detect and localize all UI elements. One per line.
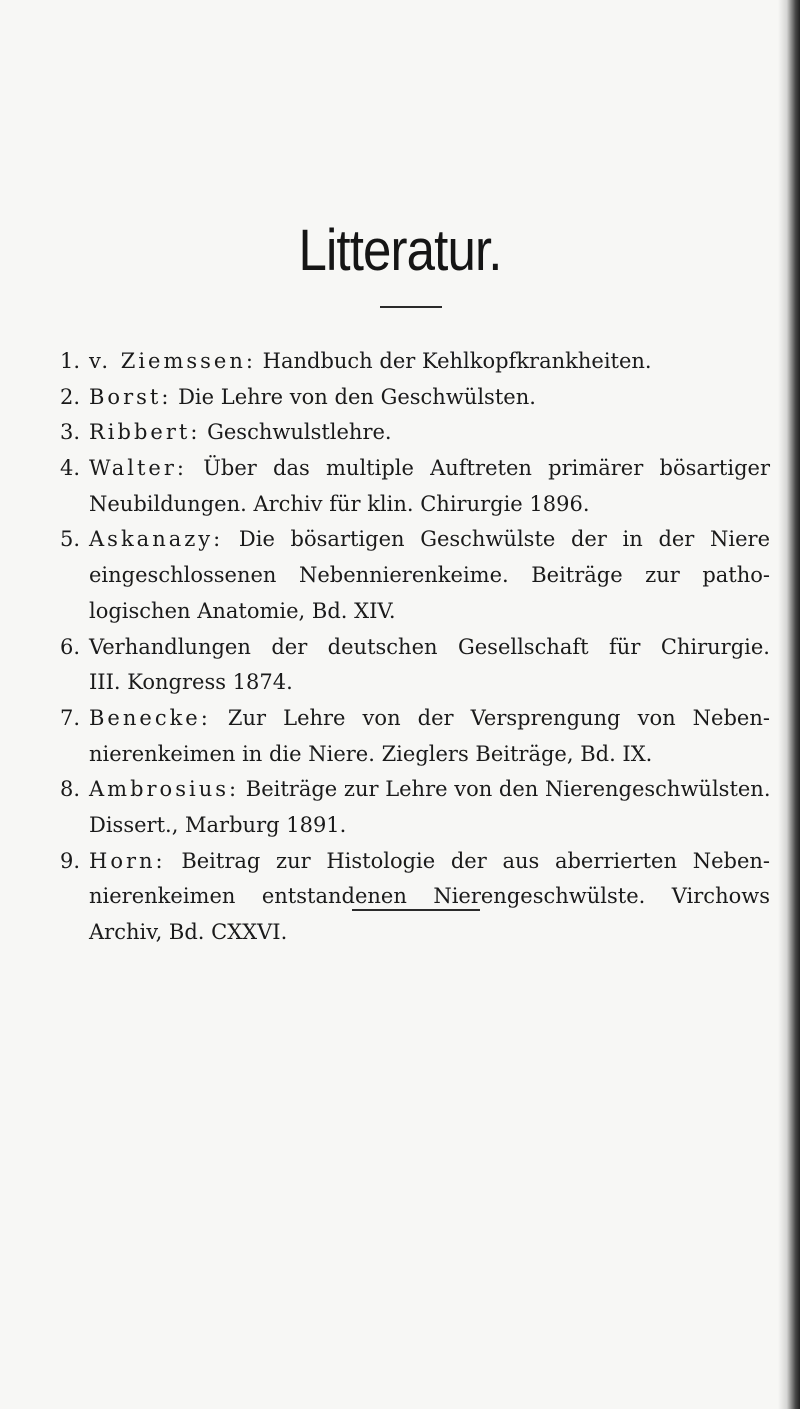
reference-number: 7. [60, 705, 81, 730]
reference-text-line: Über das multiple Auftreten primärer bösartiger [203, 456, 770, 481]
reference-author: Ambrosius: [89, 777, 240, 802]
reference-text-line: Archiv, Bd. CXXVI. [89, 920, 288, 944]
reference-text-line: Beitrag zur Histologie der aus aberrierten Neben- [181, 848, 770, 873]
reference-item [0, 522, 800, 629]
reference-text-line: eingeschlossenen Nebennierenkeime. Beiträge zur patho- [89, 563, 770, 588]
reference-item [0, 451, 800, 522]
reference-item [0, 415, 800, 451]
reference-text-line: Verhandlungen der deutschen Gesellschaft für Chirurgie. [89, 634, 770, 659]
reference-number: 9. [60, 848, 81, 873]
reference-author: Askanazy: [89, 527, 224, 552]
reference-text-line: Handbuch der Kehlkopfkrankheiten. [262, 349, 652, 373]
reference-number: 5. [60, 527, 81, 552]
reference-number: 2. [60, 384, 81, 409]
reference-text-line: Neubildungen. Archiv für klin. Chirurgie 1896. [89, 491, 590, 516]
reference-number: 8. [60, 777, 81, 802]
closing-divider [352, 909, 480, 911]
reference-author: Ribbert: [89, 420, 201, 445]
reference-author: Walter: [89, 456, 187, 481]
reference-item [0, 772, 800, 843]
reference-item [0, 630, 800, 701]
reference-number: 6. [60, 634, 81, 659]
reference-number: 1. [60, 349, 81, 373]
reference-item [0, 380, 800, 416]
reference-list [0, 344, 800, 951]
reference-author: Benecke: [89, 705, 211, 730]
reference-text-line: Die Lehre von den Geschwülsten. [178, 384, 536, 409]
reference-text-line: Geschwulstlehre. [207, 420, 392, 445]
page-title: Litteratur. [298, 218, 502, 283]
reference-number: 4. [60, 456, 81, 481]
reference-author: Borst: [89, 384, 172, 409]
reference-item [0, 344, 800, 380]
reference-text-line: nierenkeimen in die Niere. Zieglers Beiträge, Bd. IX. [89, 741, 653, 766]
reference-text-line: III. Kongress 1874. [89, 670, 293, 695]
reference-author: v. Ziemssen: [89, 349, 256, 373]
reference-text-line: nierenkeimen entstandenen Nierengeschwülste. Virchows [89, 884, 770, 909]
reference-text-line: logischen Anatomie, Bd. XIV. [89, 598, 396, 623]
reference-number: 3. [60, 420, 81, 445]
reference-text-line: Zur Lehre von der Versprengung von Neben- [227, 705, 770, 730]
reference-text-line: Beiträge zur Lehre von den Nierengeschwülsten. [245, 777, 771, 802]
reference-author: Horn: [89, 848, 166, 873]
reference-text-line: Die bösartigen Geschwülste der in der Niere [238, 527, 770, 552]
reference-item [0, 844, 800, 951]
title-divider [380, 306, 442, 308]
reference-text-line: Dissert., Marburg 1891. [89, 812, 347, 837]
reference-item [0, 701, 800, 772]
